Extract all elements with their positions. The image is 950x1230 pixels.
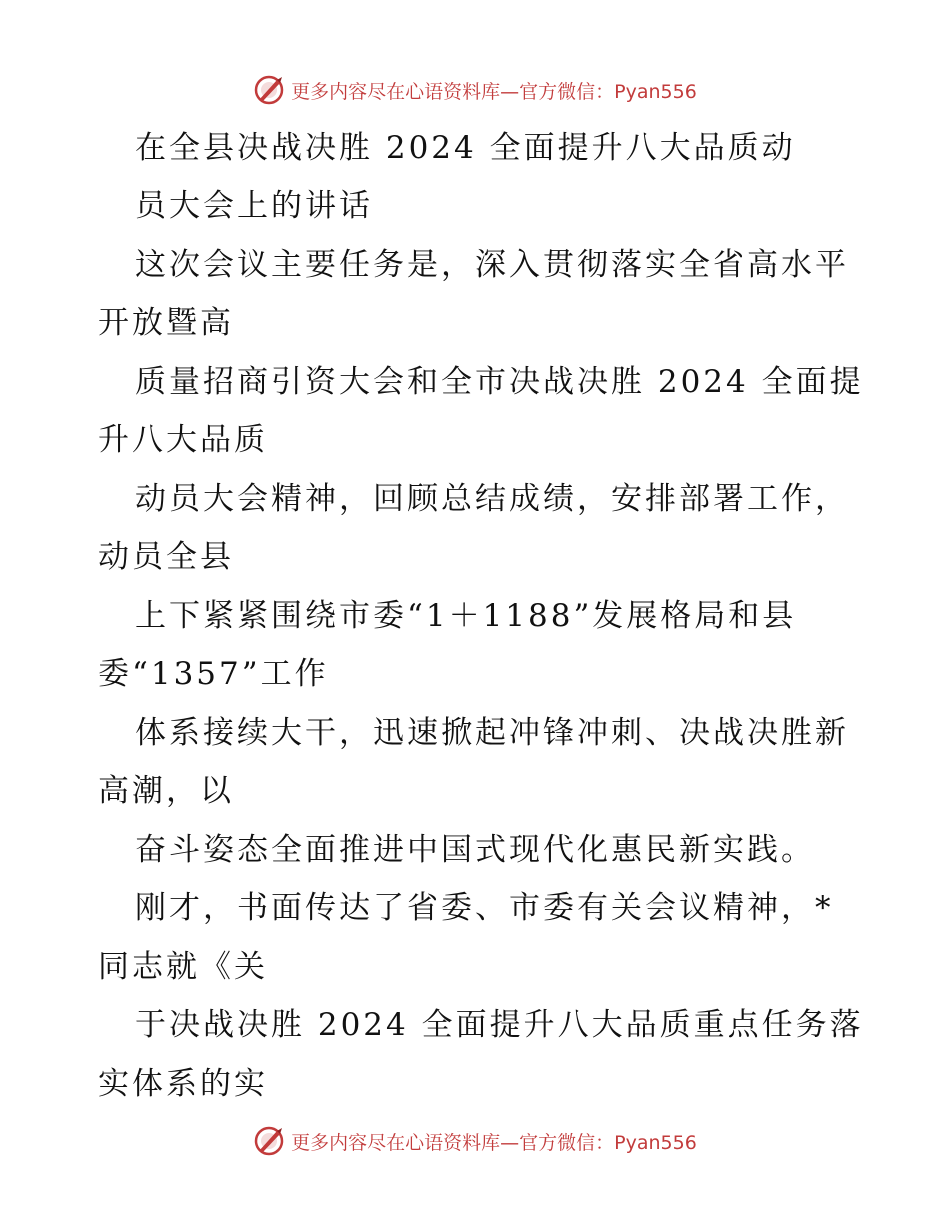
watermark-separator: —: [500, 80, 520, 103]
doc-text-line: 升八大品质: [98, 422, 268, 458]
watermark-separator: —: [500, 1131, 520, 1154]
quill-seal-icon: [253, 1125, 285, 1157]
doc-text-line: 刚才，书面传达了省委、市委有关会议精神，*: [135, 890, 834, 926]
watermark-wechat-text: 官方微信：Pyan556: [519, 80, 697, 103]
doc-text-line: 实体系的实: [98, 1066, 268, 1102]
doc-text-line: 开放暨高: [98, 305, 234, 341]
watermark-site-text: 更多内容尽在心语资料库: [291, 1131, 501, 1154]
watermark-text: [291, 77, 697, 104]
doc-text-line: 委“1357”工作: [98, 656, 329, 692]
watermark-site-text: 更多内容尽在心语资料库: [291, 80, 501, 103]
doc-text-line: 动员全县: [98, 539, 234, 575]
doc-text-line: 动员大会精神，回顾总结成绩，安排部署工作，: [135, 481, 849, 517]
doc-text-line: 体系接续大干，迅速掀起冲锋冲刺、决战决胜新: [135, 715, 849, 751]
doc-title-line-1: 在全县决战决胜 2024 全面提升八大品质动: [135, 130, 796, 166]
quill-seal-icon: [253, 74, 285, 106]
doc-text-line: 质量招商引资大会和全市决战决胜 2024 全面提: [135, 364, 864, 400]
footer-watermark-banner: [0, 1121, 950, 1161]
doc-text-line: 奋斗姿态全面推进中国式现代化惠民新实践。: [135, 832, 815, 868]
doc-text-line: 于决战决胜 2024 全面提升八大品质重点任务落: [135, 1007, 864, 1043]
header-watermark-banner: [0, 70, 950, 110]
doc-text-line: 上下紧紧围绕市委“1＋1188”发展格局和县: [135, 598, 797, 634]
doc-title-line-2: 员大会上的讲话: [135, 188, 373, 224]
watermark-text: [291, 1128, 697, 1155]
doc-text-line: 同志就《关: [98, 949, 268, 985]
watermark-wechat-text: 官方微信：Pyan556: [519, 1131, 697, 1154]
doc-text-line: 高潮，以: [98, 773, 234, 809]
doc-text-line: 这次会议主要任务是，深入贯彻落实全省高水平: [135, 247, 849, 283]
